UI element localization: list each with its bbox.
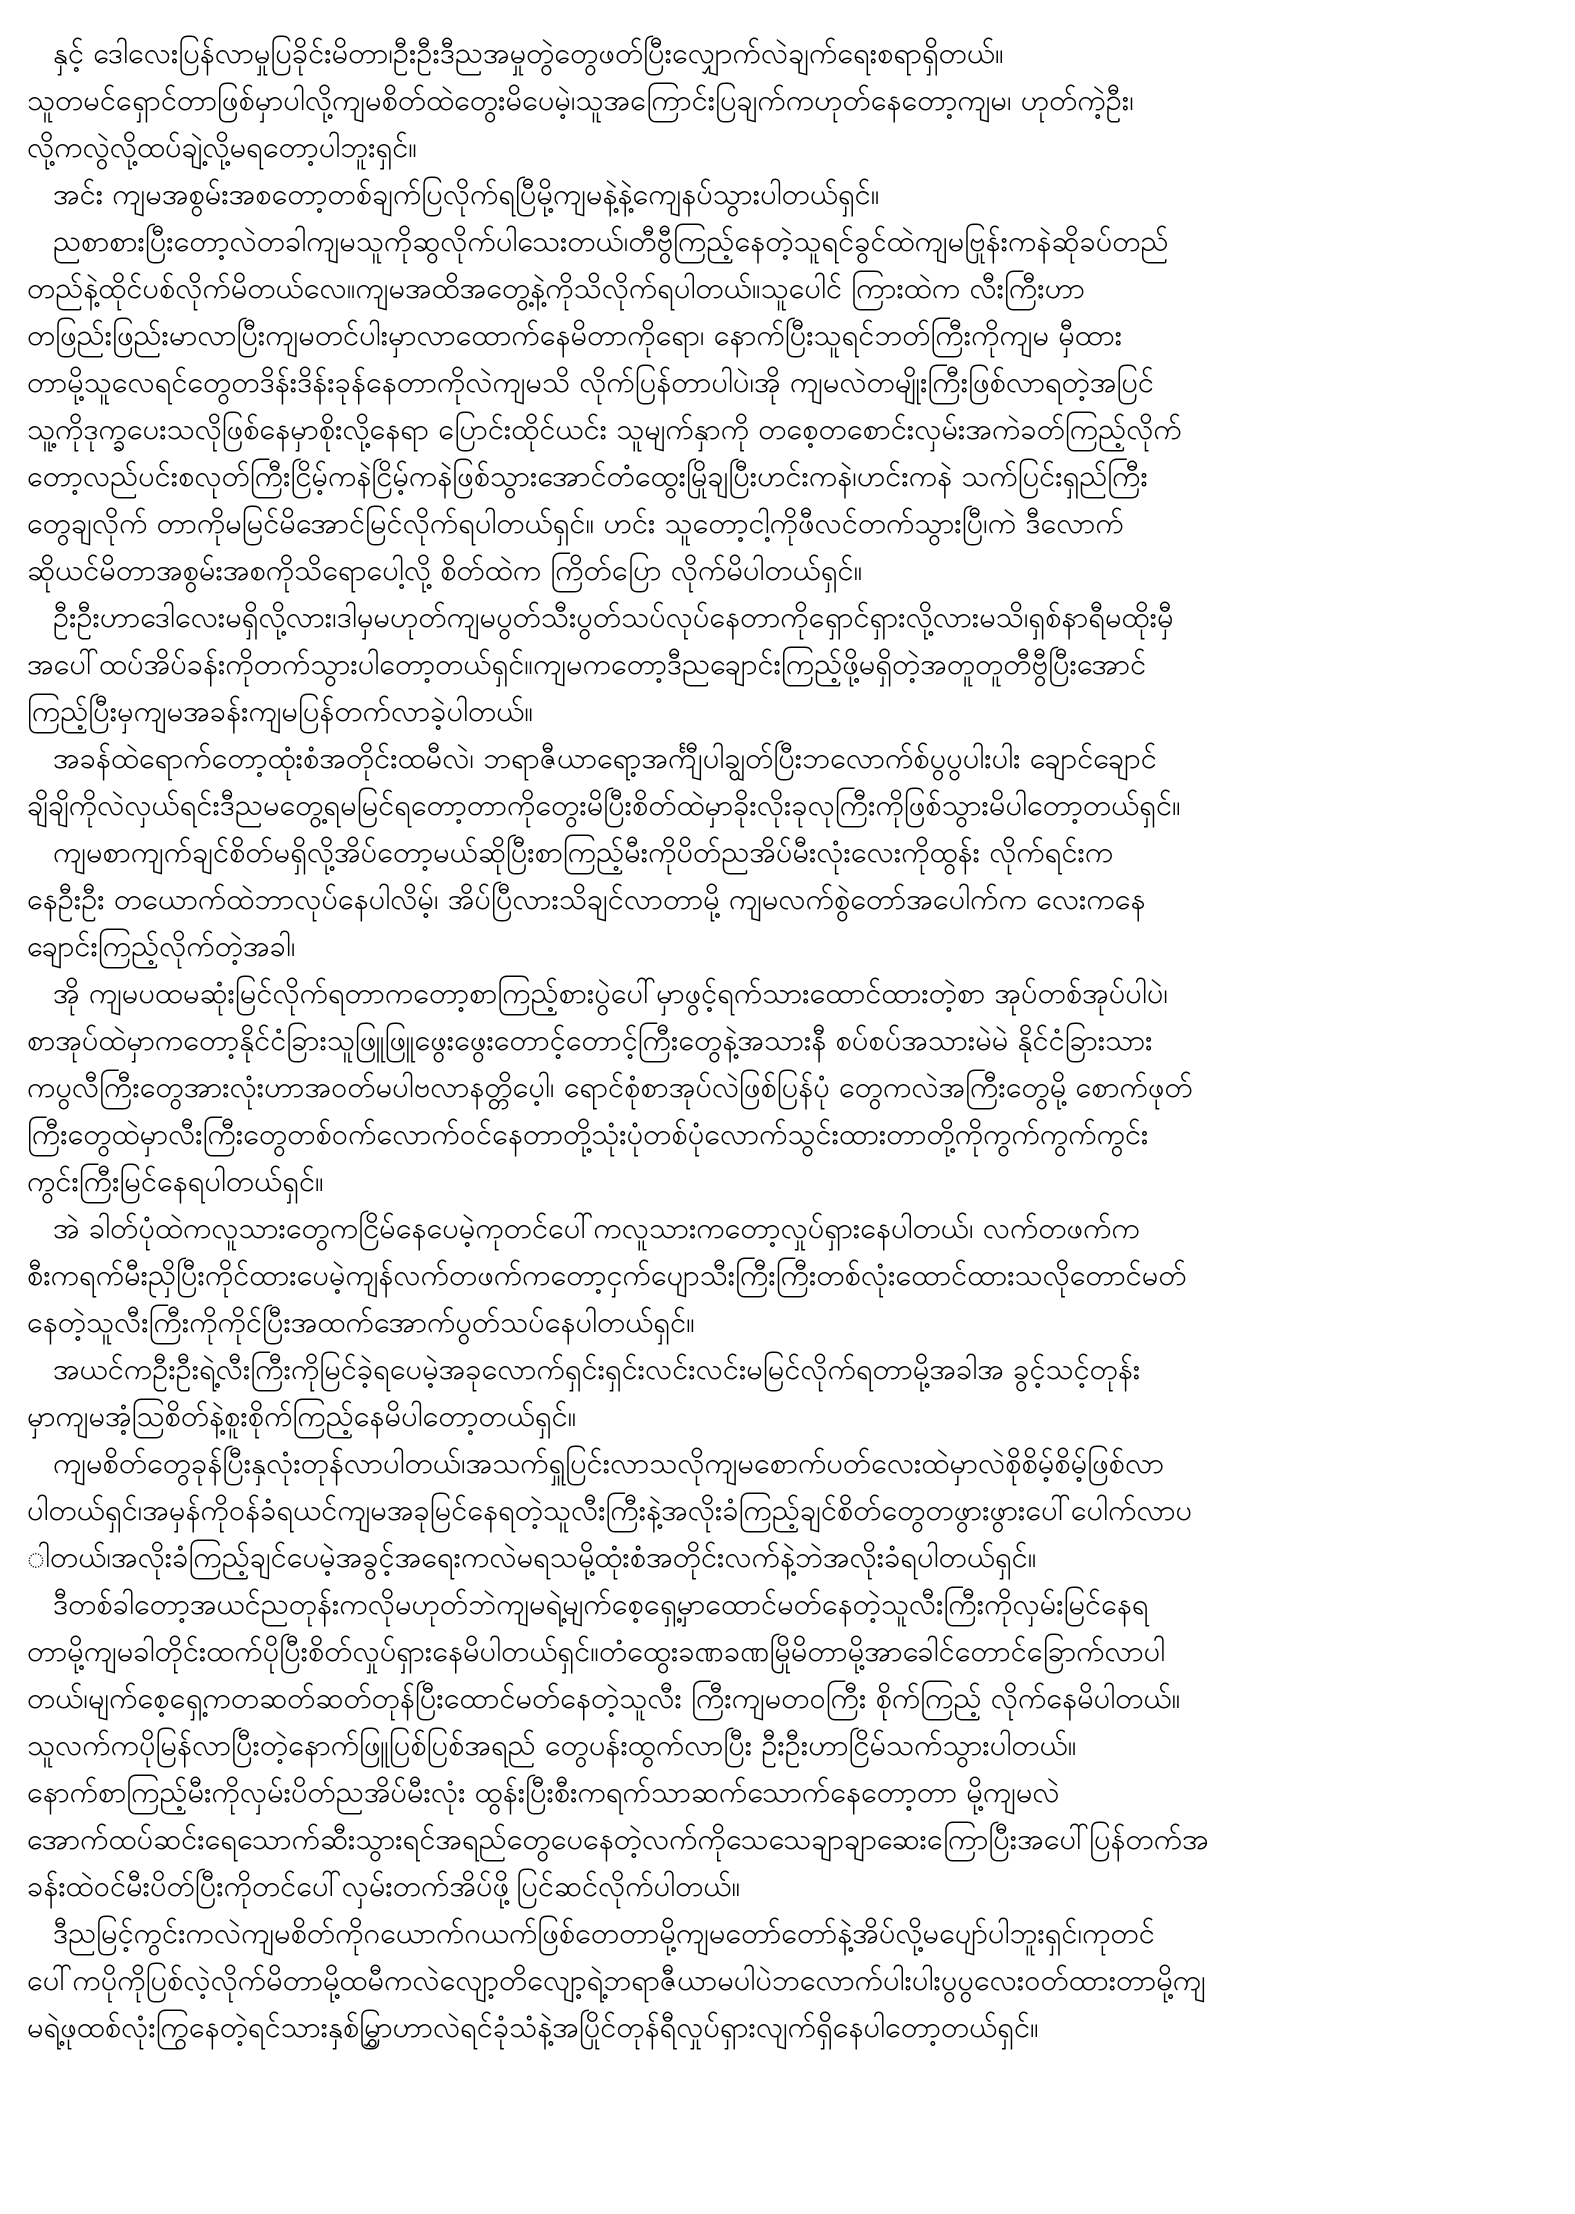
text-line: သူတမင်ရှောင်တာဖြစ်မှာပါလို့ကျမစိတ်ထဲတွေးမိပေမဲ့၊သူအကြောင်းပြချက်ကဟုတ်နေတော့ကျမ၊ ဟုတ်ကဲ့ဦး၊: [27, 83, 1134, 117]
text-line: ချိချိကိုလဲလှယ်ရင်းဒီညမတွေ့ရမမြင်ရတော့တာကိုတွေးမိပြီးစိတ်ထဲမှာခိုးလိုးခုလုကြီးကိုဖြစ်သွားမိပါတော့တယ်ရှင်။: [27, 788, 1181, 822]
text-line: ခန်းထဲဝင်မီးပိတ်ပြီးကိုတင်ပေါ်လှမ်းတက်အိပ်ဖို့ပြင်ဆင်လိုက်ပါတယ်။: [27, 1869, 741, 1903]
text-line: အဲ ခါတ်ပုံထဲကလူသားတွေကငြိမ်နေပေမဲ့ကုတင်ပေါ်ကလူသားကတော့လှုပ်ရှားနေပါတယ်၊ လက်တဖက်က: [53, 1211, 1140, 1245]
text-line: ချောင်းကြည့်လိုက်တဲ့အခါ၊: [27, 929, 296, 963]
text-paragraph: [27, 594, 1549, 735]
text-paragraph: [27, 829, 1549, 970]
text-line: ကြည့်ပြီးမှကျမအခန်းကျမပြန်တက်လာခဲ့ပါတယ်။: [27, 694, 534, 728]
text-line: ကွင်းကြီးမြင်နေရပါတယ်ရှင်။: [27, 1164, 324, 1198]
text-line: ဒီတစ်ခါတော့အယင်ညတုန်းကလိုမဟုတ်ဘဲကျမရဲ့မျက်စေ့ရှေ့မှာထောင်မတ်နေတဲ့သူလီးကြီးကိုလှမ်းမြင်နေရ: [53, 1587, 1149, 1621]
text-line: ဆိုယင်မိတာအစွမ်းအစကိုသိရောပေါ့လို့ စိတ်ထဲက ကြိတ်ပြော လိုက်မိပါတယ်ရှင်။: [27, 553, 863, 587]
text-line: ကျမစာကျက်ချင်စိတ်မရှိလို့အိပ်တော့မယ်ဆိုပြီးစာကြည့်မီးကိုပိတ်ညအိပ်မီးလုံးလေးကိုထွန်း လိုက်ရင်းက: [53, 835, 1114, 869]
text-paragraph: [27, 1440, 1549, 1581]
text-line: လို့ကလွဲလို့ထပ်ချဲ့လို့မရတော့ပါဘူးရှင်။: [27, 130, 418, 164]
text-line: နေတဲ့သူလီးကြီးကိုကိုင်ပြီးအထက်အောက်ပွတ်သပ်နေပါတယ်ရှင်။: [27, 1305, 695, 1339]
text-line: အင်း ကျမအစွမ်းအစတော့တစ်ချက်ပြလိုက်ရပြီမို့ကျမနဲ့နဲ့ကျေနပ်သွားပါတယ်ရှင်။: [53, 177, 880, 211]
text-paragraph: [27, 218, 1549, 594]
text-line: ါတယ်၊အလိုးခံကြည့်ချင်ပေမဲ့အခွင့်အရေးကလဲမရသမို့ထုံးစံအတိုင်းလက်နဲ့ဘဲအလိုးခံရပါတယ်ရှင်။: [27, 1540, 1037, 1574]
text-line: မှာကျမအံ့ဩစိတ်နဲ့စူးစိုက်ကြည့်နေမိပါတော့တယ်ရှင်။: [27, 1399, 577, 1433]
text-paragraph: [27, 970, 1549, 1205]
document-body: [27, 30, 1549, 2051]
text-line: သူ့ကိုဒုက္ခပေးသလိုဖြစ်နေမှာစိုးလို့နေရာ ပြောင်းထိုင်ယင်း သူမျက်နှာကို တစေ့တစောင်းလှမ်းအကဲခတ်ကြည့်လိုက်: [27, 412, 1182, 446]
text-paragraph: [27, 1205, 1549, 1346]
text-line: တော့လည်ပင်းစလုတ်ကြီးငြိမ့်ကနဲငြိမ့်ကနဲဖြစ်သွားအောင်တံထွေးမြိုချပြီးဟင်းကနဲ၊ဟင်းကနဲ သက်ပြင်းရှည်ကြီး: [27, 459, 1148, 493]
text-line: ဦးဦးဟာဒေါလေးမရှိလို့လား၊ဒါမှမဟုတ်ကျမပွတ်သီးပွတ်သပ်လုပ်နေတာကိုရှောင်ရှားလို့လားမသိ၊ရှစ်နာရီမထိုးမှီ: [53, 600, 1174, 634]
text-paragraph: [27, 1581, 1549, 1910]
text-line: တာမို့ကျမခါတိုင်းထက်ပိုပြီးစိတ်လှုပ်ရှားနေမိပါတယ်ရှင်။တံထွေးခဏခဏမြိုမိတာမို့အာခေါင်တောင်ခြောက်လာပါ: [27, 1634, 1166, 1668]
text-line: ကျမစိတ်တွေခုန်ပြီးနှလုံးတုန်လာပါတယ်၊အသက်ရှူပြင်းလာသလိုကျမစောက်ပတ်လေးထဲမှာလဲစိုစိမ့်စိမ့်ဖြစ်လာ: [53, 1446, 1165, 1480]
text-line: တာမို့သူလေရင်တွေတဒိန်းဒိန်းခုန်နေတာကိုလဲကျမသိ လိုက်ပြန်တာပါပဲ၊အို ကျမလဲတမျိုးကြီးဖြစ်လာရတဲ့အပြင်: [27, 365, 1155, 399]
text-paragraph: [27, 30, 1549, 171]
text-line: အို ကျမပထမဆုံးမြင်လိုက်ရတာကတော့စာကြည့်စားပွဲပေါ်မှာဖွင့်ရက်သားထောင်ထားတဲ့စာ အုပ်တစ်အုပ်ပါပဲ၊: [53, 976, 1168, 1010]
text-paragraph: [27, 171, 1549, 218]
text-line: တွေချလိုက် တာကိုမမြင်မိအောင်မြင်လိုက်ရပါတယ်ရှင်။ ဟင်း သူတော့ငါ့ကိုဖီလင်တက်သွားပြီ၊ကဲ ဒီလောက်: [27, 506, 1124, 540]
text-line: ပါတယ်ရှင်၊အမှန်ကိုဝန်ခံရယင်ကျမအခုမြင်နေရတဲ့သူလီးကြီးနဲ့အလိုးခံကြည့်ချင်စိတ်တွေတဖွားဖွားပေါ်ပေါက်လာပ: [27, 1493, 1193, 1527]
text-paragraph: [27, 1910, 1549, 2051]
text-line: အယင်ကဦးဦးရဲ့လီးကြီးကိုမြင်ခဲ့ရပေမဲ့အခုလောက်ရှင်းရှင်းလင်းလင်းမမြင်လိုက်ရတာမို့အခါအ ခွင့်သင့်တုန်း: [53, 1352, 1141, 1386]
text-paragraph: [27, 735, 1549, 829]
text-line: နှင့် ဒေါလေးပြန်လာမှုပြခိုင်းမိတာ၊ဦးဦးဒီညအမှုတွဲတွေဖတ်ပြီးလျှောက်လဲချက်ရေးစရာရှိတယ်။: [53, 36, 1004, 70]
text-line: မရဲ့ဖုထစ်လုံးကြွနေတဲ့ရင်သားနှစ်မြွှာဟာလဲရင်ခုံသံနဲ့အပြိုင်တုန်ရီလှုပ်ရှားလျက်ရှိနေပါတော့တယ်ရှင်။: [27, 2010, 1039, 2044]
text-line: တဖြည်းဖြည်းမာလာပြီးကျမတင်ပါးမှာလာထောက်နေမိတာကိုရော၊ နောက်ပြီးသူရင်ဘတ်ကြီးကိုကျမ မှီထား: [27, 318, 1123, 352]
text-line: တယ်၊မျက်စေ့ရှေ့ကတဆတ်ဆတ်တုန်ပြီးထောင်မတ်နေတဲ့သူလီး ကြီးကျမတဝကြီး စိုက်ကြည့် လိုက်နေမိပါတယ်။: [27, 1681, 1181, 1715]
text-line: ကြီးတွေထဲမှာလီးကြီးတွေတစ်ဝက်လောက်ဝင်နေတာတို့သုံးပုံတစ်ပုံလောက်သွင်းထားတာတို့ကိုကွက်ကွက်ကွင်း: [27, 1117, 1149, 1151]
text-line: နေဦးဦး တယောက်ထဲဘာလုပ်နေပါလိမ့်၊ အိပ်ပြီလားသိချင်လာတာမို့ ကျမလက်စွဲတော်အပေါက်က လေးကနေ: [27, 882, 1146, 916]
text-paragraph: [27, 1346, 1549, 1440]
text-line: နောက်စာကြည့်မီးကိုလှမ်းပိတ်ညအိပ်မီးလုံး ထွန်းပြီးစီးကရက်သာဆက်သောက်နေတော့တာ မို့ကျမလဲ: [27, 1775, 1060, 1809]
text-line: အပေါ်ထပ်အိပ်ခန်းကိုတက်သွားပါတော့တယ်ရှင်။ကျမကတော့ဒီညချောင်းကြည့်ဖို့မရှိတဲ့အတူတူတီဗွီပြီးအောင်: [27, 647, 1147, 681]
text-line: စာအုပ်ထဲမှာကတော့နိုင်ငံခြားသူဖြူဖြူဖွေးဖွေးတောင့်တောင့်ကြီးတွေနဲ့အသားနီ စပ်စပ်အသားမဲမဲ နိုင်ငံခြားသား: [27, 1023, 1153, 1057]
text-line: ညစာစားပြီးတော့လဲတခါကျမသူကိုဆွလိုက်ပါသေးတယ်၊တီဗွီကြည့်နေတဲ့သူရင်ခွင်ထဲကျမဗြုန်းကနဲဆိုခပ်တည်: [53, 224, 1169, 258]
text-line: ပေါ်ကပိုကိုပြစ်လဲ့လိုက်မိတာမို့ထမီကလဲလျော့တိလျော့ရဲ့ဘရာဇီယာမပါပဲဘလောက်ပါးပါးပွပွလေးဝတ်ထားတာမို့ကျ: [27, 1963, 1206, 1997]
text-line: သူလက်ကပိုမြန်လာပြီးတဲ့နောက်ဖြူပြစ်ပြစ်အရည် တွေပန်းထွက်လာပြီး ဦးဦးဟာငြိမ်သက်သွားပါတယ်။: [27, 1728, 1077, 1762]
text-line: တည်နဲ့ထိုင်ပစ်လိုက်မိတယ်လေ။ကျမအထိအတွေ့နဲ့ကိုသိလိုက်ရပါတယ်။သူပေါင် ကြားထဲက လီးကြီးဟာ: [27, 271, 1085, 305]
text-line: စီးကရက်မီးညှိပြီးကိုင်ထားပေမဲ့ကျန်လက်တဖက်ကတော့ငှက်ပျောသီးကြီးကြီးတစ်လုံးထောင်ထားသလိုတောင်မတ်: [27, 1258, 1187, 1292]
text-line: အခန်ထဲရောက်တော့ထုံးစံအတိုင်းထမီလဲ၊ ဘရာဇီယာရော့အင်္ကျီပါချွတ်ပြီးဘလောက်စ်ပွပွပါးပါး ချောင်ချောင်: [53, 741, 1157, 775]
text-line: ကပွလီကြီးတွေအားလုံးဟာအဝတ်မပါဗလာနတ္တိပေ့ါ၊ ရောင်စုံစာအုပ်လဲဖြစ်ပြန်ပုံ တွေကလဲအကြီးတွေမို့ စောက်ဖုတ်: [27, 1070, 1193, 1104]
text-line: အောက်ထပ်ဆင်းရေသောက်ဆီးသွားရင်အရည်တွေပေနေတဲ့လက်ကိုသေသေချာချာဆေးကြောပြီးအပေါ်ပြန်တက်အ: [27, 1822, 1209, 1856]
text-line: ဒီညမြင့်ကွင်းကလဲကျမစိတ်ကိုဂယောက်ဂယက်ဖြစ်တေတာမို့ကျမတော်တော်နဲ့အိပ်လို့မပျော်ပါဘူးရှင်၊ကုတင်: [53, 1916, 1155, 1950]
